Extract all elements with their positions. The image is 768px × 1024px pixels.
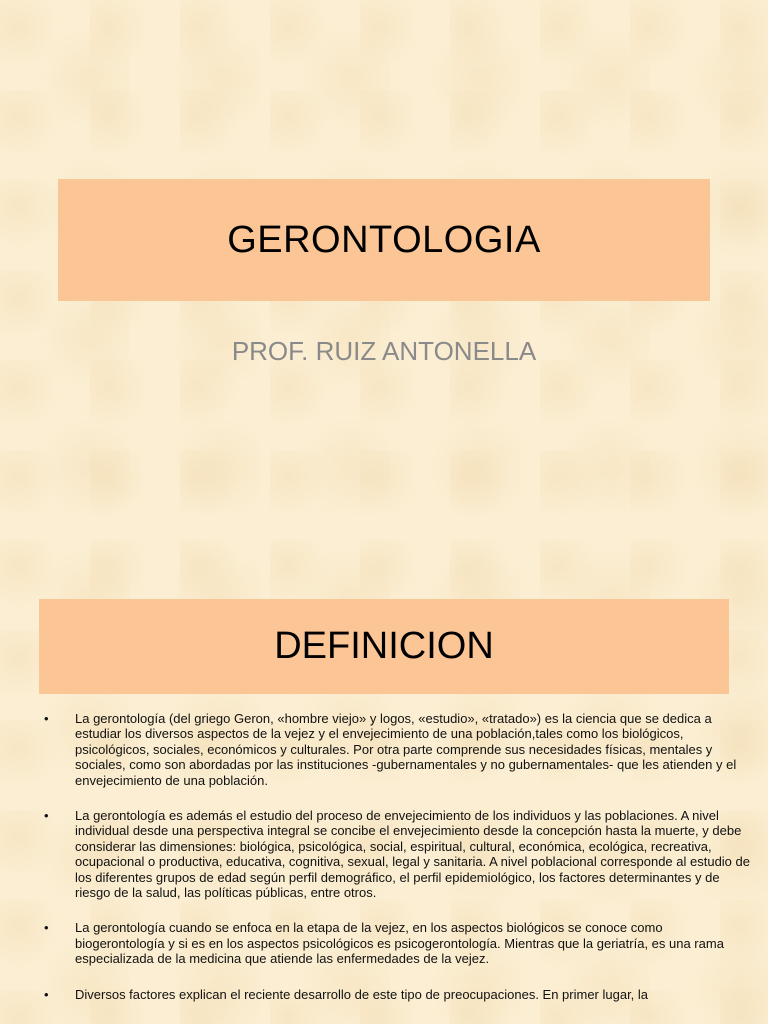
slide-subtitle: PROF. RUIZ ANTONELLA <box>231 336 537 366</box>
title-banner <box>58 179 710 301</box>
definition-bullet-list <box>0 711 768 1022</box>
bullet-item <box>0 987 768 1002</box>
slide-title: GERONTOLOGIA <box>227 218 541 261</box>
bullet-text: La gerontología (del griego Geron, «hombre viejo» y logos, «estudio», «tratado») es la ciencia que se dedica a estudiar los diversos aspectos de la vejez y el envejecimiento de una población,tales como los biológicos, psicológicos, sociales, económicos y culturales. Por otra parte comprende sus necesidades físicas, mentales y sociales, como son abordadas por las instituciones -gubernamentales y no gubernamentales- que les atienden y el envejecimiento de una población. <box>75 711 737 788</box>
bullet-text: La gerontología cuando se enfoca en la etapa de la vejez, en los aspectos biológicos se conoce como biogerontología y si es en los aspectos psicológicos es psicogerontología. Mientras que la geriatría, es una rama especializada de la medicina que atiende las enfermedades de la vejez. <box>75 920 724 967</box>
bullet-marker: • <box>44 808 49 824</box>
bullet-text: La gerontología es además el estudio del proceso de envejecimiento de los individuos y las poblaciones. A nivel individual desde una perspectiva integral se concibe el envejecimiento desde la concepción hasta la muerte, y debe considerar las dimensiones: biológica, psicológica, social, espiritual, cultural, económica, ecológica, recreativa, ocupacional o productiva, educativa, cognitiva, sexual, legal y sanitaria. A nivel poblacional corresponde al estudio de los diferentes grupos de edad según perfil demográfico, el perfil epidemiológico, los factores determinantes y de riesgo de la salud, las políticas públicas, entre otros. <box>75 808 750 901</box>
bullet-item <box>0 711 768 788</box>
bullet-marker: • <box>44 920 49 936</box>
bullet-item <box>0 920 768 966</box>
bullet-item <box>0 808 768 900</box>
bullet-text: Diversos factores explican el reciente desarrollo de este tipo de preocupaciones. En primer lugar, la <box>75 986 649 1002</box>
definition-banner <box>39 599 729 694</box>
definition-title: DEFINICION <box>274 625 494 667</box>
bullet-marker: • <box>44 711 49 726</box>
bullet-marker: • <box>44 986 49 1002</box>
